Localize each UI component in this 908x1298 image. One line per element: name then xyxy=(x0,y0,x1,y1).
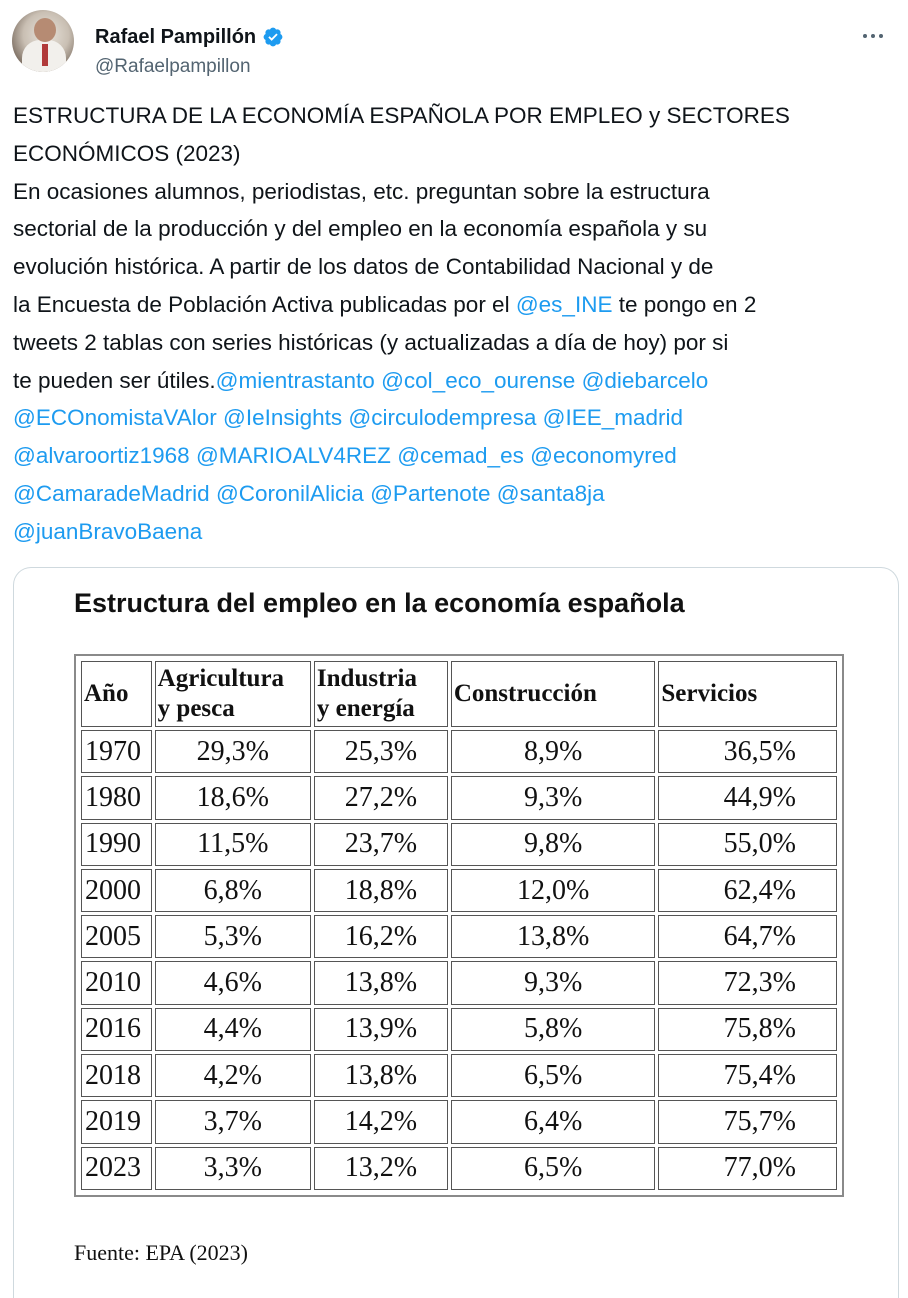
table-cell-value: 25,3% xyxy=(314,730,448,773)
table-cell-value: 14,2% xyxy=(314,1100,448,1143)
table-cell-value: 8,9% xyxy=(451,730,656,773)
table-cell-value: 4,2% xyxy=(155,1054,311,1097)
table-header-row xyxy=(81,661,837,727)
table-header-cell xyxy=(314,661,448,727)
mention-link[interactable]: @es_INE xyxy=(515,291,613,317)
table-header-text: y pesca xyxy=(157,695,235,722)
table-cell-year: 1970 xyxy=(81,730,152,773)
tweet-text-line xyxy=(13,475,898,513)
mention-link[interactable]: @diebarcelo xyxy=(581,367,709,393)
table-cell-value: 13,8% xyxy=(314,1054,448,1097)
tweet-text-line xyxy=(13,248,898,286)
table-cell-value: 11,5% xyxy=(155,823,311,866)
tweet-text-span: ESTRUCTURA DE LA ECONOMÍA ESPAÑOLA POR EMPLEO y SECTORES xyxy=(13,103,790,128)
mention-link[interactable]: @IEE_madrid xyxy=(542,405,684,431)
table-cell-value: 9,3% xyxy=(451,961,656,1004)
table-cell-value: 12,0% xyxy=(451,869,656,912)
avatar-figure-tie xyxy=(42,44,48,66)
table-row xyxy=(81,1147,837,1190)
display-name[interactable]: Rafael Pampillón xyxy=(95,25,257,48)
table-title: Estructura del empleo en la economía española xyxy=(74,588,685,618)
tweet-text-span: te pongo en 2 xyxy=(612,291,757,317)
table-cell-value: 72,3% xyxy=(658,961,837,1004)
mention-link[interactable]: @col_eco_ourense xyxy=(381,367,576,393)
table-cell-value: 13,2% xyxy=(314,1147,448,1190)
table-header-text: Agricultura xyxy=(157,665,285,692)
mention-link[interactable]: @mientrastanto xyxy=(215,367,375,393)
tweet-text-span: ECONÓMICOS (2023) xyxy=(13,140,241,166)
table-row xyxy=(81,1008,837,1051)
table-cell-value: 13,8% xyxy=(451,915,656,958)
user-handle[interactable]: @Rafaelpampillon xyxy=(95,56,251,77)
mention-link[interactable]: @ECOnomistaVAlor xyxy=(13,405,217,431)
mention-link[interactable]: @CamaradeMadrid xyxy=(13,480,210,506)
table-cell-year: 1990 xyxy=(81,823,152,866)
table-cell-value: 44,9% xyxy=(658,776,837,819)
table-cell-value: 75,7% xyxy=(658,1100,837,1143)
table-cell-year: 2016 xyxy=(81,1008,152,1051)
table-body xyxy=(81,730,837,1190)
tweet-text-span: En ocasiones alumnos, periodistas, etc. preguntan sobre la estructura xyxy=(13,178,710,204)
table-cell-value: 62,4% xyxy=(658,869,837,912)
mention-link[interactable]: @alvaroortiz1968 xyxy=(13,443,190,469)
table-cell-year: 2023 xyxy=(81,1147,152,1190)
table-cell-value: 27,2% xyxy=(314,776,448,819)
table-row xyxy=(81,776,837,819)
table-cell-value: 36,5% xyxy=(658,730,837,773)
avatar-figure-head xyxy=(34,18,56,42)
mention-link[interactable]: @CoronilAlicia xyxy=(215,480,364,506)
table-cell-value: 3,7% xyxy=(155,1100,311,1143)
tweet-header xyxy=(12,10,896,77)
table-header-text: Año xyxy=(84,680,129,707)
table-cell-value: 5,3% xyxy=(155,915,311,958)
table-cell-value: 55,0% xyxy=(658,823,837,866)
tweet-text-span: sectorial de la producción y del empleo en la economía española y su xyxy=(13,216,708,242)
table-cell-value: 13,8% xyxy=(314,961,448,1004)
table-cell-value: 18,6% xyxy=(155,776,311,819)
table-cell-value: 16,2% xyxy=(314,915,448,958)
tweet-text-line xyxy=(13,437,898,475)
tweet-text-line xyxy=(13,97,898,135)
table-cell-value: 3,3% xyxy=(155,1147,311,1190)
table-cell-value: 75,4% xyxy=(658,1054,837,1097)
tweet-image[interactable] xyxy=(13,567,899,1298)
table-cell-value: 6,4% xyxy=(451,1100,656,1143)
table-cell-value: 13,9% xyxy=(314,1008,448,1051)
table-cell-value: 18,8% xyxy=(314,869,448,912)
table-cell-value: 77,0% xyxy=(658,1147,837,1190)
table-cell-value: 75,8% xyxy=(658,1008,837,1051)
table-cell-value: 9,3% xyxy=(451,776,656,819)
table-header-cell xyxy=(81,661,152,727)
mention-link[interactable]: @MARIOALV4REZ xyxy=(195,443,391,469)
mention-link[interactable]: @santa8ja xyxy=(496,480,605,506)
table-source: Fuente: EPA (2023) xyxy=(74,1240,248,1265)
name-line xyxy=(95,24,284,50)
mention-link[interactable]: @Partenote xyxy=(370,480,491,506)
avatar[interactable] xyxy=(12,10,74,72)
tweet-text-line xyxy=(13,286,898,324)
table-row xyxy=(81,869,837,912)
tweet-text-line xyxy=(13,362,898,400)
table-cell-value: 23,7% xyxy=(314,823,448,866)
tweet-text-line xyxy=(13,513,898,551)
table-cell-year: 2019 xyxy=(81,1100,152,1143)
tweet-text-line xyxy=(13,399,898,437)
mention-link[interactable]: @IeInsights xyxy=(223,405,343,431)
table-row xyxy=(81,1100,837,1143)
table-cell-year: 1980 xyxy=(81,776,152,819)
tweet-text-line xyxy=(13,324,898,362)
mention-link[interactable]: @economyred xyxy=(530,443,677,469)
employment-table-grid xyxy=(78,658,840,1193)
tweet-text-line xyxy=(13,210,898,248)
table-row xyxy=(81,915,837,958)
tweet-text-span: te pueden ser útiles. xyxy=(13,367,216,393)
tweet-text-span: evolución histórica. A partir de los datos de Contabilidad Nacional y de xyxy=(13,254,714,280)
table-cell-value: 6,5% xyxy=(451,1147,656,1190)
tweet-text-span: la Encuesta de Población Activa publicadas por el xyxy=(13,291,516,317)
table-cell-value: 64,7% xyxy=(658,915,837,958)
table-header-text: Construcción xyxy=(453,680,597,707)
table-cell-value: 4,4% xyxy=(155,1008,311,1051)
tweet-text-line xyxy=(13,135,898,173)
table-row xyxy=(81,730,837,773)
tweet-text-line xyxy=(13,173,898,211)
table-row xyxy=(81,823,837,866)
verified-badge-icon xyxy=(262,26,284,48)
mention-link[interactable]: @juanBravoBaena xyxy=(13,518,203,544)
table-header-text: Industria xyxy=(316,665,417,692)
table-header-cell xyxy=(658,661,837,727)
table-cell-year: 2005 xyxy=(81,915,152,958)
table-row xyxy=(81,961,837,1004)
table-cell-value: 6,8% xyxy=(155,869,311,912)
mention-link[interactable]: @cemad_es xyxy=(397,443,524,469)
table-header-cell xyxy=(451,661,656,727)
table-cell-value: 5,8% xyxy=(451,1008,656,1051)
table-row xyxy=(81,1054,837,1097)
table-header-text: Servicios xyxy=(661,680,758,707)
table-cell-value: 9,8% xyxy=(451,823,656,866)
table-cell-value: 29,3% xyxy=(155,730,311,773)
table-header-text: y energía xyxy=(316,695,415,722)
tweet-text-span: tweets 2 tablas con series históricas (y actualizadas a día de hoy) por si xyxy=(13,329,729,355)
employment-table xyxy=(74,654,844,1197)
more-dots-icon[interactable] xyxy=(856,22,890,50)
table-cell-value: 6,5% xyxy=(451,1054,656,1097)
table-header-cell xyxy=(155,661,311,727)
table-cell-value: 4,6% xyxy=(155,961,311,1004)
table-cell-year: 2010 xyxy=(81,961,152,1004)
tweet-text xyxy=(13,97,898,551)
table-cell-year: 2018 xyxy=(81,1054,152,1097)
mention-link[interactable]: @circulodempresa xyxy=(348,405,537,431)
table-cell-year: 2000 xyxy=(81,869,152,912)
